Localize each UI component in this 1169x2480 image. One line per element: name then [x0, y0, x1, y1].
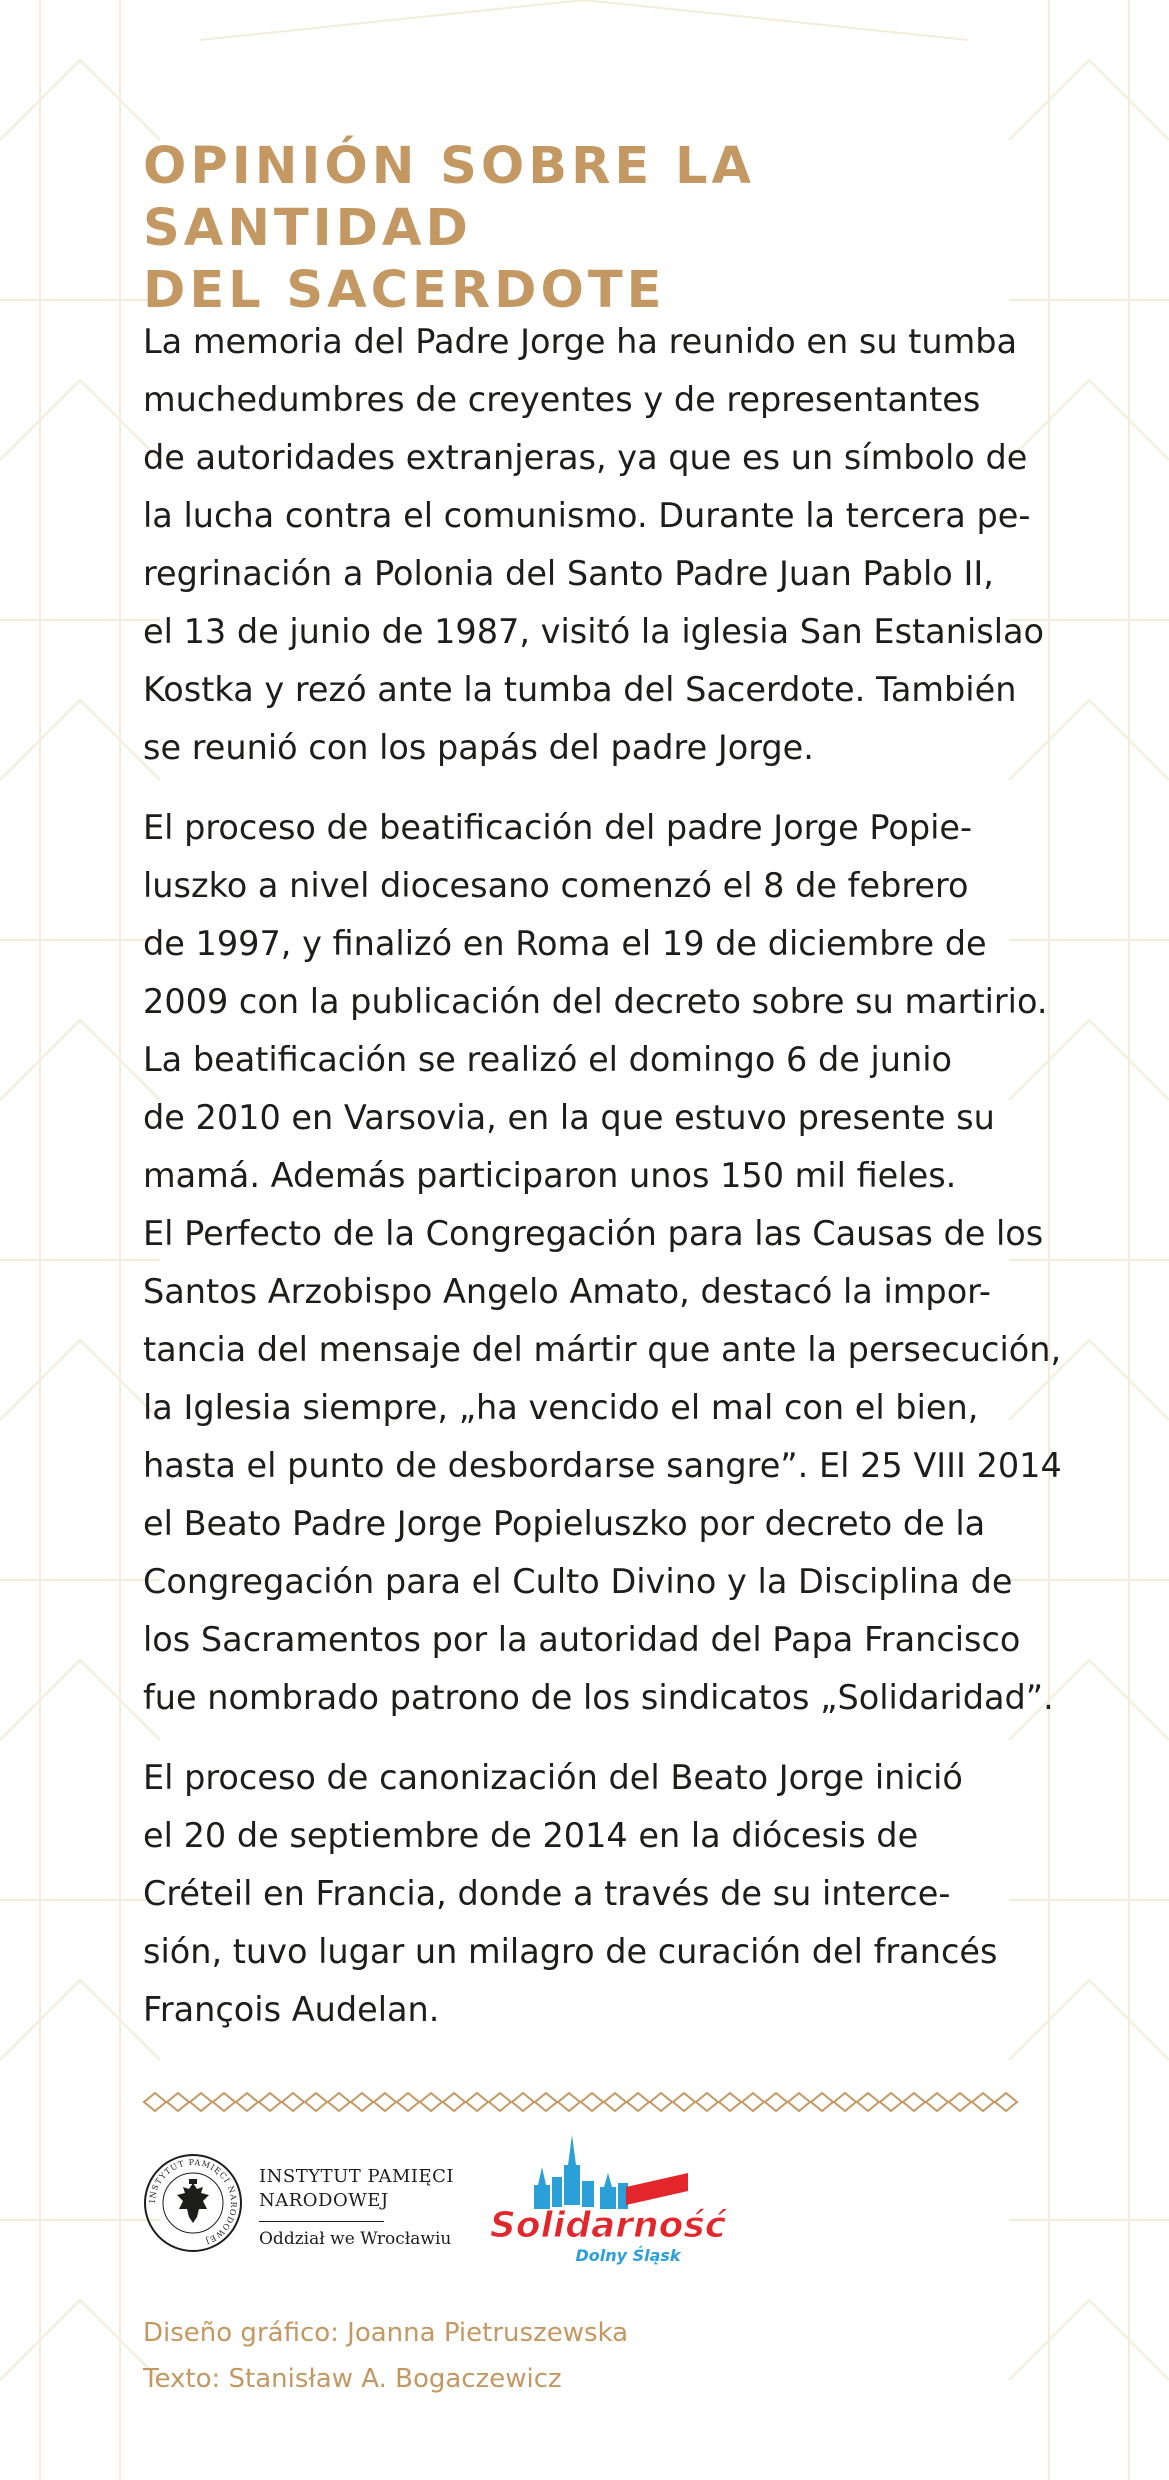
- diamond-divider: [143, 2087, 1033, 2117]
- text-line: El proceso de beatificación del padre Jorge Popie-: [143, 808, 973, 847]
- text-line: el 20 de septiembre de 2014 en la diócesis de: [143, 1816, 919, 1855]
- text-line: la lucha contra el comunismo. Durante la tercera pe-: [143, 496, 1031, 535]
- ipn-branch: Oddział we Wrocławiu: [259, 2229, 452, 2249]
- text-line: La beatificación se realizó el domingo 6 de junio: [143, 1040, 953, 1079]
- ipn-eagle-seal-icon: [143, 2153, 243, 2253]
- text-line: el Beato Padre Jorge Popieluszko por decreto de la: [143, 1504, 986, 1543]
- paragraph-1: [143, 313, 1043, 777]
- ipn-divider: [259, 2221, 384, 2222]
- text-line: mamá. Además participaron unos 150 mil fieles.: [143, 1156, 957, 1195]
- divider-diamond: [466, 2093, 488, 2111]
- svg-text:INSTYTUT PAMIĘCI NARODOWEJ: INSTYTUT PAMIĘCI NARODOWEJ: [147, 2157, 239, 2246]
- divider-diamond: [167, 2093, 189, 2111]
- paragraph-2: [143, 799, 1062, 1727]
- divider-diamond: [857, 2093, 879, 2111]
- divider-diamond: [535, 2093, 557, 2111]
- text-line: los Sacramentos por la autoridad del Papa Francisco: [143, 1620, 1021, 1659]
- divider-diamond: [972, 2093, 994, 2111]
- divider-diamond: [742, 2093, 764, 2111]
- text-line: la Iglesia siempre, „ha vencido el mal con el bien,: [143, 1388, 979, 1427]
- divider-diamond: [811, 2093, 833, 2111]
- text-line: El proceso de canonización del Beato Jorge inició: [143, 1758, 963, 1797]
- text-line: Créteil en Francia, donde a través de su interce-: [143, 1874, 951, 1913]
- divider-diamond: [650, 2093, 672, 2111]
- divider-diamond: [765, 2093, 787, 2111]
- divider-diamond: [190, 2093, 212, 2111]
- divider-diamond: [259, 2093, 281, 2111]
- text-line: el 13 de junio de 1987, visitó la iglesia San Estanislao: [143, 612, 1045, 651]
- text-line: Congregación para el Culto Divino y la Disciplina de: [143, 1562, 1013, 1601]
- text-line: fue nombrado patrono de los sindicatos „Solidaridad”.: [143, 1678, 1054, 1717]
- ipn-logo-text: [259, 2165, 454, 2250]
- text-credit: Texto: Stanisław A. Bogaczewicz: [143, 2364, 562, 2394]
- divider-diamond: [397, 2093, 419, 2111]
- divider-diamond: [489, 2093, 511, 2111]
- divider-diamond: [903, 2093, 925, 2111]
- divider-diamond: [305, 2093, 327, 2111]
- page-title: [143, 136, 1043, 322]
- solidarnosc-logo-icon: [489, 2125, 727, 2275]
- divider-diamond: [880, 2093, 902, 2111]
- text-line: de 1997, y finalizó en Roma el 19 de diciembre de: [143, 924, 987, 963]
- text-line: se reunió con los papás del padre Jorge.: [143, 728, 814, 767]
- divider-diamond: [512, 2093, 534, 2111]
- divider-diamond: [213, 2093, 235, 2111]
- text-line: muchedumbres de creyentes y de representantes: [143, 380, 981, 419]
- divider-diamond: [719, 2093, 741, 2111]
- credits: [143, 2310, 1043, 2402]
- divider-diamond: [834, 2093, 856, 2111]
- title-line-1: OPINIÓN SOBRE LA SANTIDAD: [143, 137, 755, 258]
- paragraph-3: [143, 1749, 1043, 2039]
- text-line: de 2010 en Varsovia, en la que estuvo presente su: [143, 1098, 995, 1137]
- divider-diamond: [236, 2093, 258, 2111]
- divider-diamond: [673, 2093, 695, 2111]
- ipn-name-line-2: NARODOWEJ: [259, 2190, 389, 2211]
- text-line: 2009 con la publicación del decreto sobre su martirio.: [143, 982, 1048, 1021]
- divider-diamond: [420, 2093, 442, 2111]
- text-line: de autoridades extranjeras, ya que es un símbolo de: [143, 438, 1028, 477]
- divider-diamond: [558, 2093, 580, 2111]
- ipn-name-line-1: INSTYTUT PAMIĘCI: [259, 2166, 455, 2187]
- divider-diamond: [995, 2093, 1017, 2111]
- title-line-2: DEL SACERDOTE: [143, 261, 666, 320]
- text-line: Santos Arzobispo Angelo Amato, destacó la impor-: [143, 1272, 991, 1311]
- divider-diamond: [627, 2093, 649, 2111]
- divider-diamond: [144, 2093, 166, 2111]
- divider-diamond: [351, 2093, 373, 2111]
- divider-diamond: [374, 2093, 396, 2111]
- divider-diamond: [696, 2093, 718, 2111]
- divider-diamond: [581, 2093, 603, 2111]
- divider-diamond: [788, 2093, 810, 2111]
- divider-diamond: [282, 2093, 304, 2111]
- divider-diamond: [926, 2093, 948, 2111]
- text-line: regrinación a Polonia del Santo Padre Juan Pablo II,: [143, 554, 994, 593]
- text-line: sión, tuvo lugar un milagro de curación del francés: [143, 1932, 998, 1971]
- article-body: [143, 313, 1062, 2061]
- text-line: François Audelan.: [143, 1990, 440, 2029]
- divider-diamond: [328, 2093, 350, 2111]
- text-line: luszko a nivel diocesano comenzó el 8 de febrero: [143, 866, 969, 905]
- text-line: El Perfecto de la Congregación para las Causas de los: [143, 1214, 1044, 1253]
- text-line: La memoria del Padre Jorge ha reunido en su tumba: [143, 322, 1018, 361]
- svg-text:Solidarność: Solidarność: [489, 2205, 727, 2246]
- divider-diamond: [949, 2093, 971, 2111]
- text-line: tancia del mensaje del mártir que ante la persecución,: [143, 1330, 1062, 1369]
- text-line: hasta el punto de desbordarse sangre”. El 25 VIII 2014: [143, 1446, 1062, 1485]
- text-line: Kostka y rezó ante la tumba del Sacerdote. También: [143, 670, 1017, 709]
- divider-diamond: [604, 2093, 626, 2111]
- design-credit: Diseño gráfico: Joanna Pietruszewska: [143, 2318, 629, 2348]
- svg-text:Dolny Śląsk: Dolny Śląsk: [575, 2246, 681, 2265]
- divider-diamond: [443, 2093, 465, 2111]
- logos-row: [143, 2125, 1043, 2285]
